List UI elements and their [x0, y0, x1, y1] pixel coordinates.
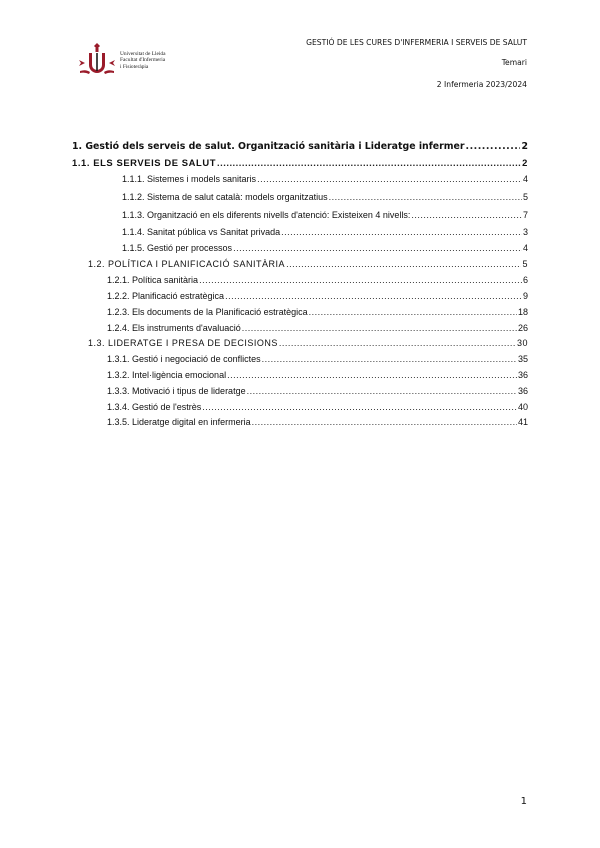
toc-leader-dots — [247, 386, 517, 396]
toc-entry[interactable] — [107, 307, 528, 317]
university-logo — [76, 40, 186, 90]
toc-leader-dots — [199, 275, 522, 285]
toc-entry-label: 1.1.3. Organització en els diferents nivells d'atenció: Existeixen 4 nivells: — [122, 210, 411, 220]
toc-entry-page: 6 — [522, 275, 528, 285]
toc-entry-page: 2 — [521, 141, 528, 152]
toc-entry-label: 1.2.1. Política sanitària — [107, 275, 199, 285]
toc-entry-label: 1.1. ELS SERVEIS DE SALUT — [72, 157, 217, 168]
toc-leader-dots — [286, 259, 521, 269]
toc-entry-page: 40 — [517, 402, 528, 412]
toc-entry-label: 1.3.4. Gestió de l'estrès — [107, 402, 202, 412]
toc-leader-dots — [411, 210, 522, 220]
toc-entry-page: 7 — [522, 210, 528, 220]
toc-entry[interactable] — [72, 157, 528, 168]
toc-leader-dots — [279, 338, 516, 348]
toc-leader-dots — [252, 417, 517, 427]
toc-entry-label: 1.1.2. Sistema de salut català: models organitzatius — [122, 192, 328, 202]
toc-entry-page: 35 — [517, 354, 528, 364]
toc-leader-dots — [242, 323, 517, 333]
toc-entry[interactable] — [122, 243, 528, 253]
document-title: GESTIÓ DE LES CURES D'INFERMERIA I SERVEIS DE SALUT — [306, 38, 527, 47]
toc-entry-label: 1.1.4. Sanitat pública vs Sanitat privada — [122, 227, 281, 237]
toc-entry-page: 2 — [522, 157, 528, 168]
toc-entry-page: 9 — [522, 291, 528, 301]
toc-entry-label: 1.3.1. Gestió i negociació de conflictes — [107, 354, 261, 364]
toc-entry[interactable] — [107, 275, 528, 285]
logo-line-1: Universitat de Lleida — [120, 51, 166, 57]
toc-entry-label: 1.3.5. Lideratge digital en infermeria — [107, 417, 251, 427]
toc-leader-dots — [257, 174, 522, 184]
toc-entry-page: 30 — [516, 338, 528, 348]
toc-leader-dots — [281, 227, 522, 237]
toc-leader-dots — [309, 307, 517, 317]
logo-line-3: i Fisioteràpia — [120, 63, 149, 70]
toc-entry[interactable] — [122, 210, 528, 220]
toc-leader-dots — [225, 291, 522, 301]
toc-entry-page: 5 — [522, 259, 528, 269]
toc-entry[interactable] — [88, 259, 528, 269]
toc-entry-page: 36 — [517, 370, 528, 380]
university-crest-icon — [76, 40, 118, 82]
toc-entry-label: 1.2. POLÍTICA I PLANIFICACIÓ SANITÀRIA — [88, 259, 286, 269]
toc-entry-label: 1.3. LIDERATGE I PRESA DE DECISIONS — [88, 338, 278, 348]
toc-entry[interactable] — [72, 141, 528, 152]
document-subtitle: Temari — [501, 58, 527, 67]
toc-entry-label: 1.2.2. Planificació estratègica — [107, 291, 225, 301]
toc-entry[interactable] — [107, 417, 528, 427]
toc-leader-dots — [227, 370, 517, 380]
toc-entry-page: 4 — [522, 243, 528, 253]
toc-entry[interactable] — [122, 174, 528, 184]
toc-leader-dots — [262, 354, 517, 364]
toc-entry-page: 36 — [517, 386, 528, 396]
toc-entry-page: 26 — [517, 323, 528, 333]
page-number: 1 — [520, 796, 527, 807]
toc-entry[interactable] — [122, 192, 528, 202]
toc-entry-page: 3 — [522, 227, 528, 237]
course-year: 2 Infermeria 2023/2024 — [436, 80, 527, 89]
toc-entry[interactable] — [107, 370, 528, 380]
toc-entry-page: 5 — [522, 192, 528, 202]
toc-leader-dots — [217, 157, 521, 168]
toc-entry[interactable] — [107, 323, 528, 333]
toc-leader-dots — [233, 243, 522, 253]
toc-leader-dots — [202, 402, 517, 412]
logo-line-2: Facultat d'Infermeria — [120, 57, 166, 64]
toc-entry-label: 1.1.5. Gestió per processos — [122, 243, 233, 253]
toc-entry-label: 1.3.3. Motivació i tipus de lideratge — [107, 386, 246, 396]
toc-entry-page: 4 — [522, 174, 528, 184]
toc-entry-label: 1.1.1. Sistemes i models sanitaris — [122, 174, 257, 184]
toc-entry-label: 1.2.4. Els instruments d'avaluació — [107, 323, 241, 333]
toc-entry-label: 1.3.2. Intel·ligència emocional — [107, 370, 227, 380]
toc-entry[interactable] — [107, 386, 528, 396]
toc-entry-page: 18 — [517, 307, 528, 317]
toc-entry-label: 1.2.3. Els documents de la Planificació estratègica — [107, 307, 308, 317]
toc-leader-dots — [329, 192, 522, 202]
toc-leader-dots — [466, 141, 521, 152]
toc-entry[interactable] — [107, 291, 528, 301]
toc-entry[interactable] — [107, 354, 528, 364]
toc-entry[interactable] — [107, 402, 528, 412]
toc-entry-label: 1. Gestió dels serveis de salut. Organització sanitària i Lideratge infermer — [72, 141, 465, 152]
toc-entry[interactable] — [88, 338, 528, 348]
toc-entry-page: 41 — [517, 417, 528, 427]
toc-entry[interactable] — [122, 227, 528, 237]
